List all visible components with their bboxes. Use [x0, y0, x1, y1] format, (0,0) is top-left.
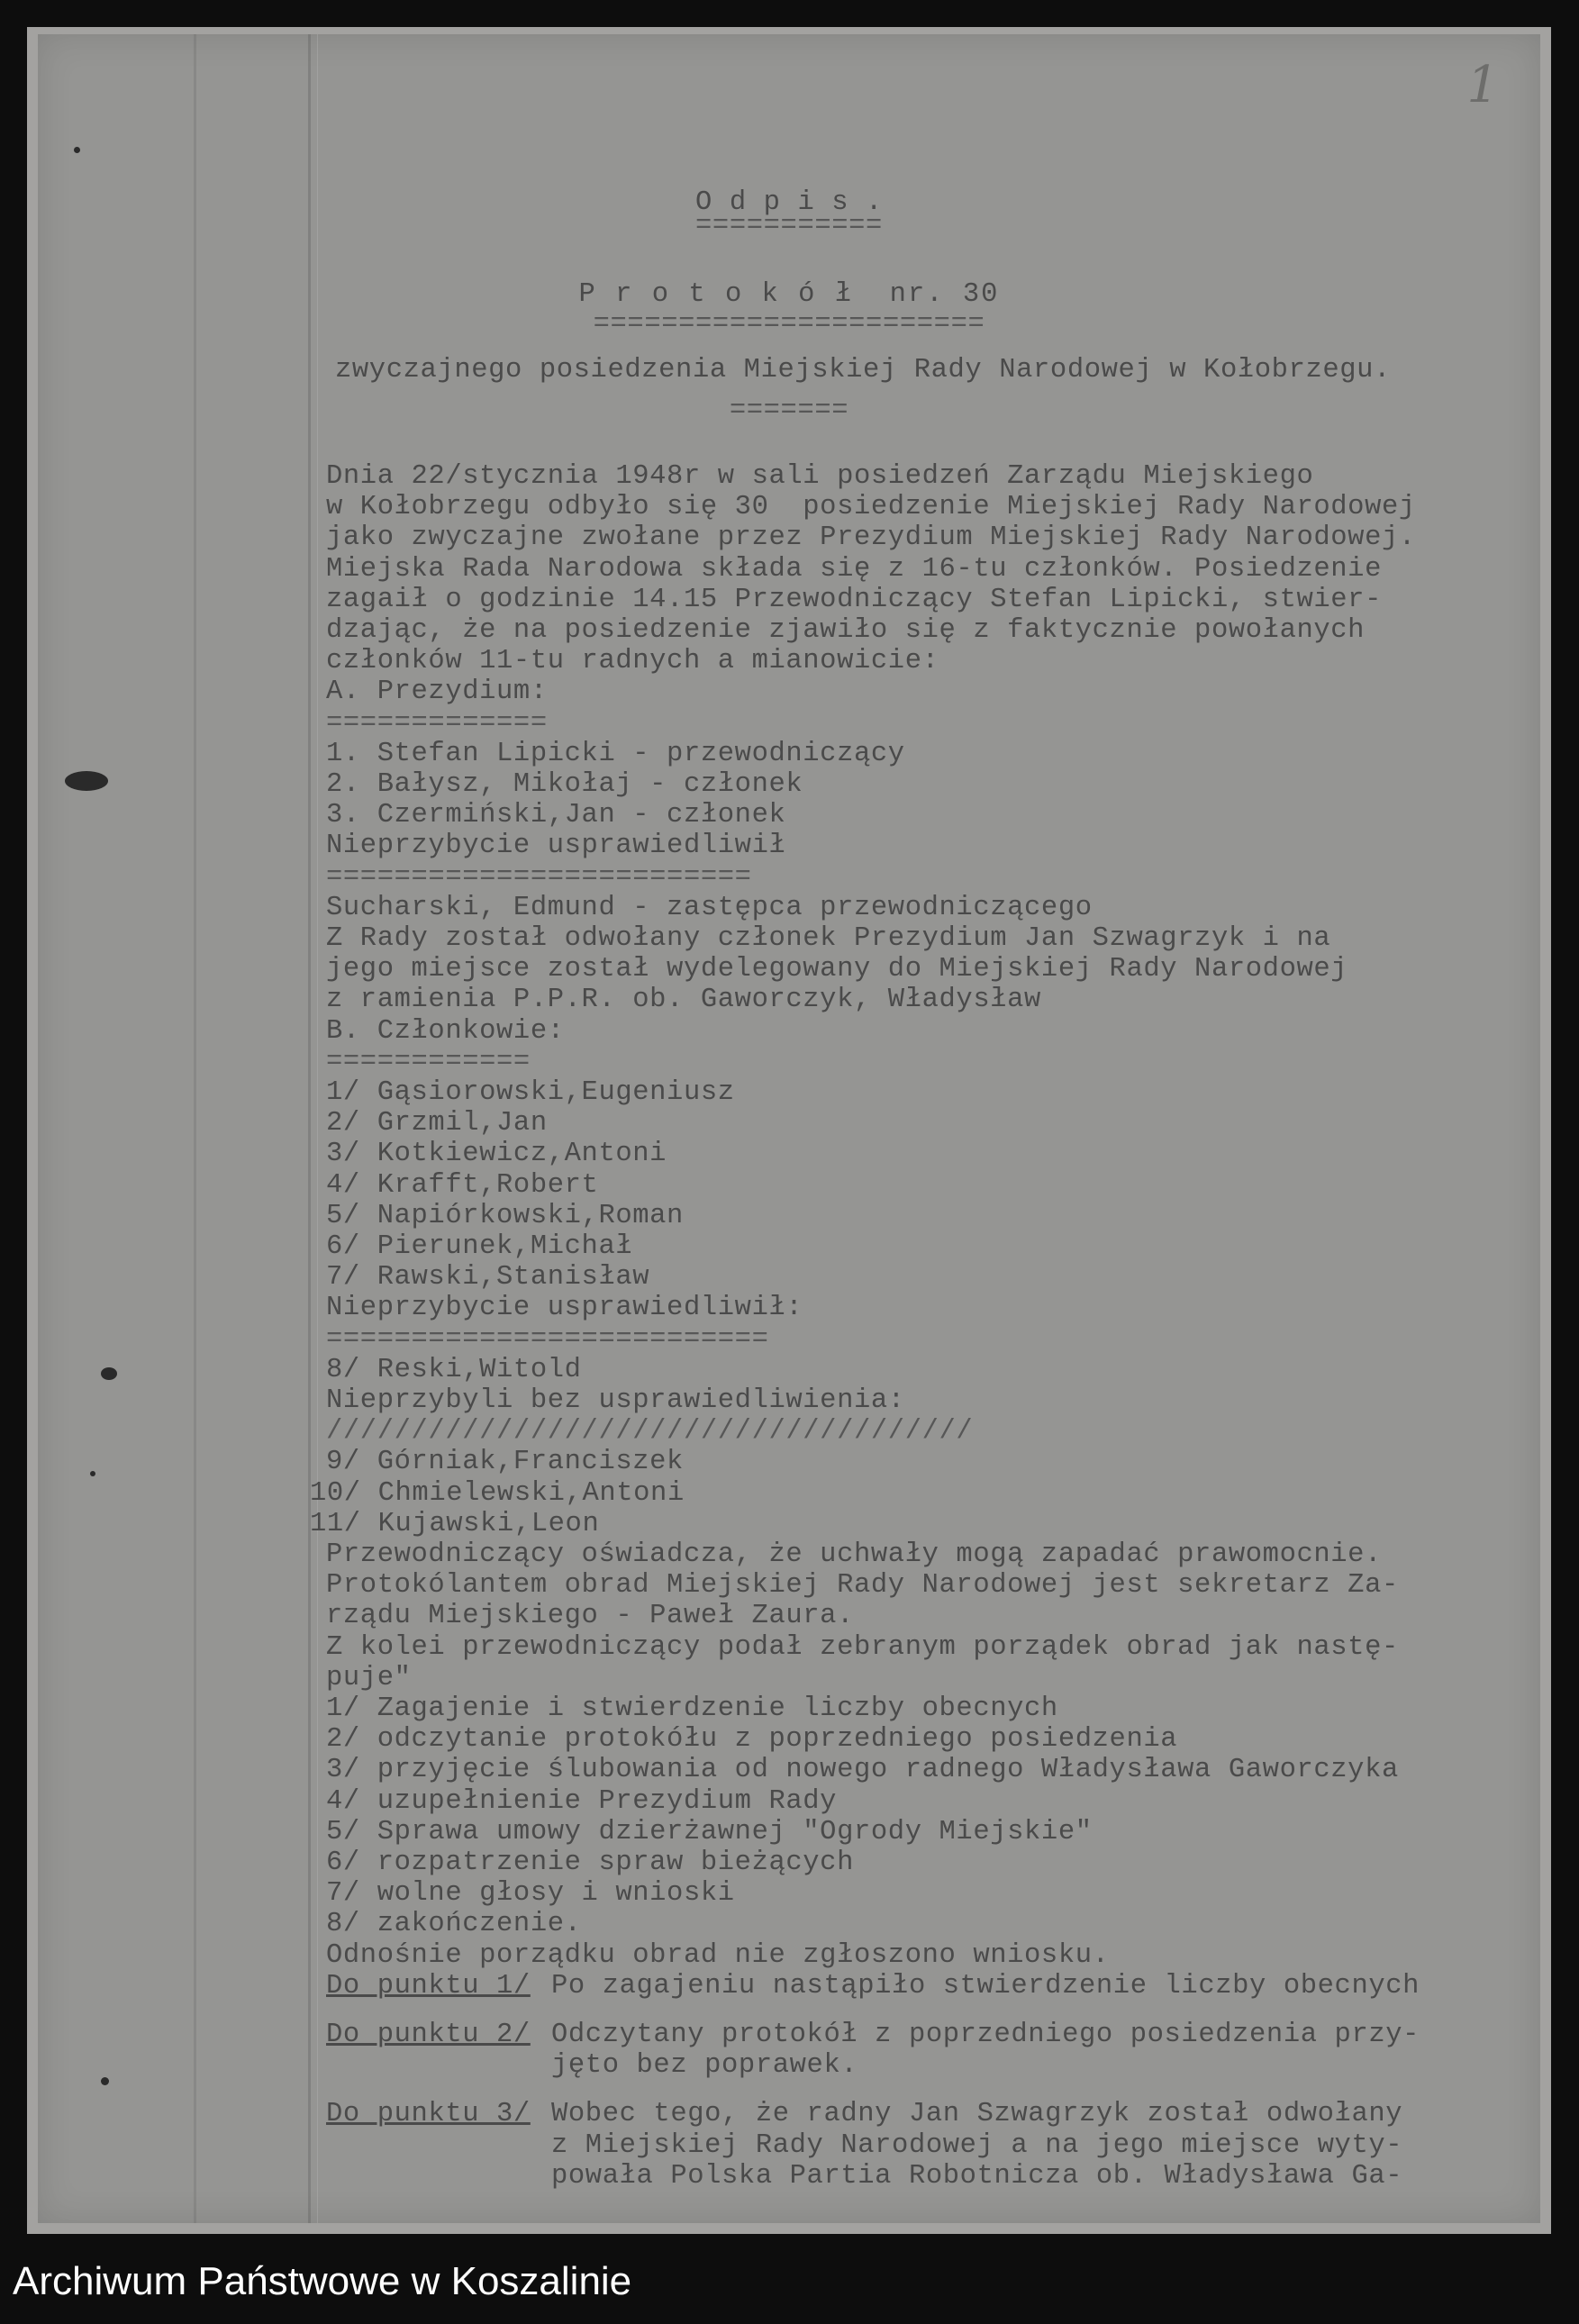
intro-line: Dnia 22/stycznia 1948r w sali posiedzeń Zarządu Miejskiego: [326, 461, 1314, 492]
unexcused-member: 11/ Kujawski,Leon: [310, 1508, 600, 1539]
excused-member: 8/ Reski,Witold: [326, 1354, 582, 1385]
excused-rule: ==========================: [326, 1323, 769, 1355]
agenda-item: 7/ wolne głosy i wnioski: [326, 1878, 735, 1910]
document-title: P r o t o k ó ł nr. 30: [578, 279, 1000, 310]
point-label: Do punktu 3/: [326, 2099, 531, 2130]
member-item: 3/ Kotkiewicz,Antoni: [326, 1139, 667, 1170]
member-item: 6/ Pierunek,Michał: [326, 1231, 633, 1262]
agenda-item: 3/ przyjęcie ślubowania od nowego radnego Władysława Gaworczyka: [326, 1755, 1399, 1786]
members-heading: B. Członkowie:: [326, 1015, 565, 1047]
members-rule: ============: [326, 1046, 531, 1077]
intro-line: dzając, że na posiedzenie zjawiło się z faktycznie powołanych: [326, 615, 1366, 646]
unexcused-member: 10/ Chmielewski,Antoni: [310, 1477, 685, 1509]
agenda-note: Odnośnie porządku obrad nie zgłoszono wniosku.: [326, 1939, 1110, 1971]
ink-blot: [65, 771, 108, 791]
intro-line: Miejska Rada Narodowa składa się z 16-tu członków. Posiedzenie: [326, 553, 1382, 585]
statement-line: Z kolei przewodniczący podał zebranym porządek obrad jak nastę-: [326, 1631, 1399, 1663]
statement-line: rządu Miejskiego - Paweł Zaura.: [326, 1601, 854, 1632]
archive-footer: [0, 2243, 1579, 2324]
presidium-rule: =============: [326, 707, 548, 739]
title-rule: =======================: [593, 309, 985, 340]
agenda-item: 4/ uzupełnienie Prezydium Rady: [326, 1785, 838, 1817]
member-item: 5/ Napiórkowski,Roman: [326, 1200, 684, 1231]
page-number: 1: [1466, 56, 1499, 114]
excused-line: Sucharski, Edmund - zastępca przewodniczącego: [326, 892, 1093, 923]
point-text: Odczytany protokół z poprzedniego posiedzenia przy-: [551, 2020, 1420, 2050]
punch-hole: [90, 1471, 95, 1476]
agenda-item: 6/ rozpatrzenie spraw bieżących: [326, 1847, 854, 1878]
member-item: 1/ Gąsiorowski,Eugeniusz: [326, 1077, 735, 1108]
paper-fold: [317, 34, 318, 2223]
subtitle-rule: =======: [729, 395, 849, 426]
member-item: 7/ Rawski,Stanisław: [326, 1262, 650, 1294]
document-page: [38, 34, 1540, 2223]
excused-rule: =========================: [326, 861, 752, 893]
unexcused-member: 9/ Górniak,Franciszek: [326, 1447, 684, 1478]
statement-line: Przewodniczący oświadcza, że uchwały mogą zapadać prawomocnie.: [326, 1539, 1382, 1570]
heading-rule: ===========: [695, 211, 883, 241]
statement-line: Protokólantem obrad Miejskiej Rady Narodowej jest sekretarz Za-: [326, 1570, 1399, 1602]
point-text: Po zagajeniu nastąpiło stwierdzenie liczby obecnych: [551, 1970, 1420, 2002]
excused-heading: Nieprzybycie usprawiedliwił: [326, 831, 786, 862]
point-label: Do punktu 1/: [326, 1970, 531, 2002]
member-item: 2/ Grzmil,Jan: [326, 1108, 548, 1139]
scan-frame: [27, 27, 1551, 2234]
archive-name: Archiwum Państwowe w Koszalinie: [13, 2259, 632, 2303]
agenda-item: 1/ Zagajenie i stwierdzenie liczby obecnych: [326, 1693, 1058, 1724]
point-label: Do punktu 2/: [326, 2020, 531, 2050]
intro-line: jako zwyczajne zwołane przez Prezydium Miejskiej Rady Narodowej.: [326, 522, 1416, 554]
unexcused-heading: Nieprzybyli bez usprawiedliwienia:: [326, 1385, 905, 1416]
agenda-item: 2/ odczytanie protokółu z poprzedniego posiedzenia: [326, 1724, 1178, 1756]
punch-hole: [74, 147, 80, 153]
punch-hole: [101, 1367, 117, 1380]
point-text: jęto bez poprawek.: [551, 2050, 858, 2082]
point-text: powała Polska Partia Robotnicza ob. Władysława Ga-: [551, 2160, 1403, 2192]
excused-heading: Nieprzybycie usprawiedliwił:: [326, 1293, 803, 1324]
point-text: z Miejskiej Rady Narodowej a na jego miejsce wyty-: [551, 2129, 1403, 2161]
excused-line: Z Rady został odwołany członek Prezydium Jan Szwagrzyk i na: [326, 923, 1331, 954]
agenda-item: 5/ Sprawa umowy dzierżawnej "Ogrody Miejskie": [326, 1816, 1093, 1847]
intro-line: zagaił o godzinie 14.15 Przewodniczący Stefan Lipicki, stwier-: [326, 584, 1382, 615]
document-subtitle: zwyczajnego posiedzenia Miejskiej Rady Narodowej w Kołobrzegu.: [335, 355, 1391, 386]
excused-line: jego miejsce został wydelegowany do Miejskiej Rady Narodowej: [326, 954, 1348, 985]
presidium-member: 3. Czermiński,Jan - członek: [326, 800, 786, 831]
agenda-item: 8/ zakończenie.: [326, 1909, 582, 1940]
point-text: Wobec tego, że radny Jan Szwagrzyk został odwołany: [551, 2099, 1403, 2130]
statement-line: puje": [326, 1662, 412, 1693]
presidium-member: 1. Stefan Lipicki - przewodniczący: [326, 738, 905, 769]
presidium-member: 2. Bałysz, Mikołaj - członek: [326, 769, 803, 800]
punch-hole: [101, 2077, 109, 2085]
unexcused-rule: //////////////////////////////////////: [326, 1416, 974, 1448]
member-item: 4/ Krafft,Robert: [326, 1169, 599, 1201]
presidium-heading: A. Prezydium:: [326, 676, 548, 708]
paper-fold: [194, 34, 196, 2223]
intro-line: w Kołobrzegu odbyło się 30 posiedzenie Miejskiej Rady Narodowej: [326, 492, 1416, 523]
paper-fold: [308, 34, 311, 2223]
intro-line: członków 11-tu radnych a mianowicie:: [326, 646, 939, 677]
excused-line: z ramienia P.P.R. ob. Gaworczyk, Władysław: [326, 985, 1041, 1016]
document-heading: O d p i s .: [695, 187, 883, 218]
